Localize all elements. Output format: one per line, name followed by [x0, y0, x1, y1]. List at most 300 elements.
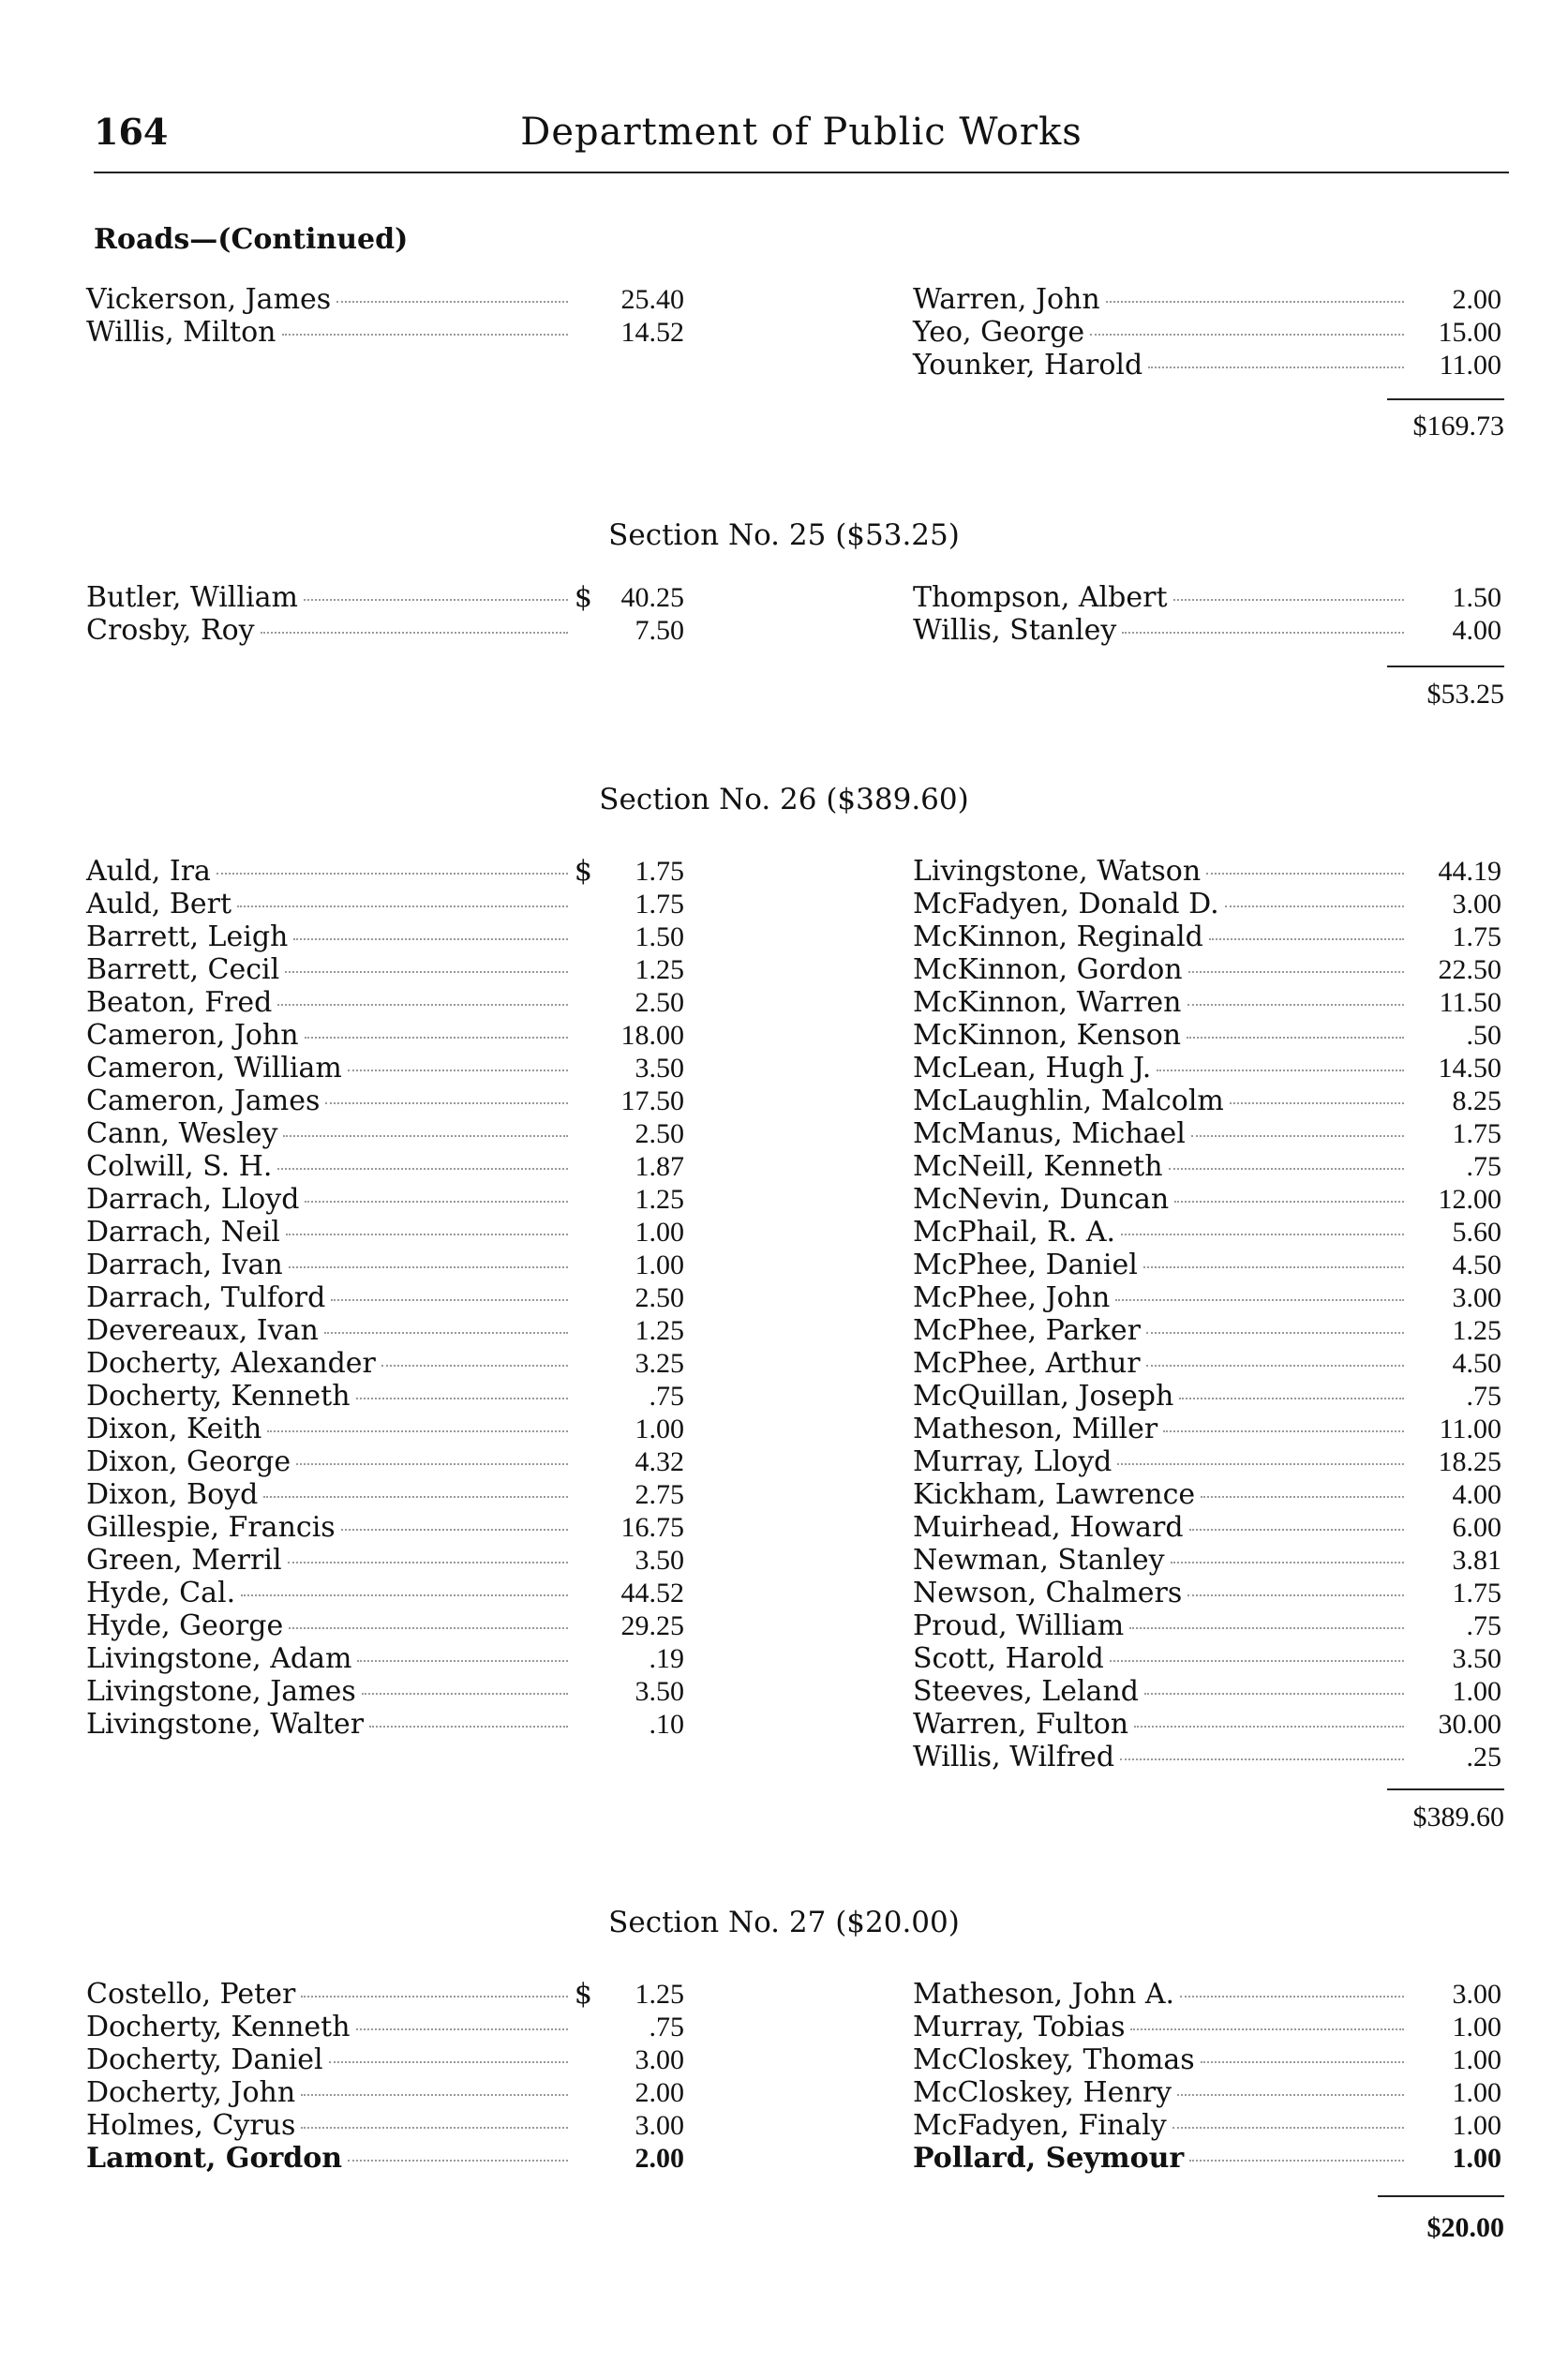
header-rule	[94, 172, 1509, 173]
payment-amount: 11.00	[1439, 1414, 1501, 1444]
payee-name: Willis, Milton	[86, 316, 276, 349]
dot-leader	[263, 1496, 568, 1498]
payment-amount: 3.00	[635, 2044, 684, 2075]
list-item	[913, 888, 1501, 920]
list-item	[86, 953, 684, 986]
list-item	[913, 2011, 1501, 2043]
dot-leader	[1121, 1234, 1404, 1235]
payee-name: Newman, Stanley	[913, 1544, 1165, 1577]
payee-name: Willis, Stanley	[913, 614, 1117, 647]
dot-leader	[1106, 301, 1404, 303]
payee-name: Docherty, Kenneth	[86, 2011, 351, 2043]
payee-name: Newson, Chalmers	[913, 1577, 1183, 1609]
section-26-title: Section No. 26 ($389.60)	[599, 783, 969, 816]
payee-name: Docherty, Daniel	[86, 2043, 323, 2076]
roads-right-list	[913, 283, 1501, 382]
dot-leader	[305, 1201, 568, 1203]
payee-name: Thompson, Albert	[913, 581, 1168, 614]
payment-amount: 18.00	[620, 1020, 684, 1051]
roads-left-list	[86, 283, 684, 349]
payee-name: Proud, William	[913, 1609, 1125, 1642]
payment-amount: 8.25	[1452, 1085, 1501, 1116]
list-item	[913, 2043, 1501, 2076]
payee-name: Darrach, Neil	[86, 1216, 280, 1249]
dot-leader	[1146, 1365, 1404, 1367]
payment-amount: 6.00	[1452, 1512, 1501, 1543]
payee-name: McCloskey, Henry	[913, 2076, 1172, 2109]
payee-name: Livingstone, Adam	[86, 1642, 352, 1675]
payment-amount: 29.25	[620, 1610, 684, 1641]
dot-leader	[305, 1037, 568, 1039]
dot-leader	[1157, 1070, 1404, 1071]
payee-name: Docherty, Alexander	[86, 1347, 376, 1380]
payment-amount: 3.00	[1452, 889, 1501, 920]
list-item	[913, 1978, 1501, 2011]
payment-amount: .75	[649, 1381, 684, 1412]
dot-leader	[301, 2127, 568, 2129]
list-item	[86, 2043, 684, 2076]
payee-name: Warren, John	[913, 283, 1100, 316]
dot-leader	[369, 1726, 568, 1728]
payment-amount: 44.52	[620, 1578, 684, 1608]
payment-amount: 1.25	[635, 954, 684, 985]
dot-leader	[217, 873, 568, 875]
payee-name: McPhee, Daniel	[913, 1249, 1138, 1281]
section-25-right-list	[913, 581, 1501, 647]
list-item	[913, 1281, 1501, 1314]
list-item	[913, 1511, 1501, 1544]
list-item	[86, 1445, 684, 1478]
payment-amount: 1.00	[1452, 2012, 1501, 2042]
payment-amount: 16.75	[620, 1512, 684, 1543]
list-item	[86, 1052, 684, 1085]
list-item	[86, 1609, 684, 1642]
list-item	[86, 1085, 684, 1117]
dot-leader	[241, 1594, 568, 1596]
payment-amount: 7.50	[635, 615, 684, 646]
list-item	[913, 1609, 1501, 1642]
page-number: 164	[94, 111, 169, 153]
payee-name: Warren, Fulton	[913, 1708, 1129, 1741]
payee-name: McLean, Hugh J.	[913, 1052, 1152, 1085]
section-26-total-rule	[1387, 1788, 1504, 1790]
dot-leader	[277, 1004, 568, 1006]
payee-name: Dixon, Boyd	[86, 1478, 259, 1511]
dot-leader	[1174, 1201, 1404, 1203]
list-item	[913, 1314, 1501, 1347]
list-item	[913, 1249, 1501, 1281]
dot-leader	[237, 905, 568, 907]
payee-name: McKinnon, Gordon	[913, 953, 1183, 986]
payment-amount: 3.50	[1452, 1643, 1501, 1674]
payment-amount: 1.00	[1452, 2044, 1501, 2075]
payment-amount: 44.19	[1438, 856, 1501, 887]
dot-leader	[1134, 1726, 1404, 1728]
payment-amount: 2.00	[635, 2077, 684, 2108]
payment-amount: 2.50	[635, 1282, 684, 1313]
dot-leader	[1206, 873, 1404, 875]
list-item	[86, 1511, 684, 1544]
payment-amount: .75	[649, 2012, 684, 2042]
dot-leader	[325, 1102, 568, 1104]
list-item	[86, 1347, 684, 1380]
dot-leader	[1146, 1332, 1404, 1334]
dot-leader	[1201, 2061, 1404, 2063]
payee-name: Vickerson, James	[86, 283, 332, 316]
payment-amount: 40.25	[620, 582, 684, 613]
dot-leader	[381, 1365, 568, 1367]
payee-name: McCloskey, Thomas	[913, 2043, 1195, 2076]
list-item	[86, 581, 684, 614]
list-item	[86, 2076, 684, 2109]
roads-total: $169.73	[1412, 411, 1504, 441]
list-item	[913, 986, 1501, 1019]
payment-amount: 1.75	[635, 889, 684, 920]
payment-amount: .19	[649, 1643, 684, 1674]
dot-leader	[356, 1398, 568, 1399]
payee-name: McKinnon, Warren	[913, 986, 1182, 1019]
list-item	[913, 349, 1501, 382]
payment-amount: .75	[1466, 1151, 1501, 1182]
list-item	[86, 1183, 684, 1216]
list-item	[86, 1675, 684, 1708]
dot-leader	[1110, 1660, 1404, 1662]
list-item	[86, 1019, 684, 1052]
list-item	[913, 1117, 1501, 1150]
payee-name: McPhee, John	[913, 1281, 1111, 1314]
payee-name: McLaughlin, Malcolm	[913, 1085, 1224, 1117]
list-item	[913, 283, 1501, 316]
list-item	[913, 1675, 1501, 1708]
payee-name: Devereaux, Ivan	[86, 1314, 319, 1347]
payment-amount: 3.81	[1452, 1545, 1501, 1576]
dot-leader	[1230, 1102, 1404, 1104]
payee-name: McQuillan, Joseph	[913, 1380, 1174, 1413]
list-item	[913, 2142, 1501, 2175]
dot-leader	[293, 938, 568, 940]
list-item	[86, 888, 684, 920]
dollar-sign: $	[574, 581, 592, 614]
dot-leader	[1169, 1168, 1404, 1170]
list-item	[86, 316, 684, 349]
payee-name: Livingstone, James	[86, 1675, 356, 1708]
dollar-sign: $	[574, 1978, 592, 2011]
dot-leader	[1189, 1529, 1404, 1531]
payment-amount: 2.00	[635, 2143, 684, 2174]
section-27-left-list	[86, 1978, 684, 2175]
payment-amount: 4.00	[1452, 1479, 1501, 1510]
payment-amount: 4.32	[635, 1446, 684, 1477]
payee-name: Beaton, Fred	[86, 986, 273, 1019]
payee-name: McNeill, Kenneth	[913, 1150, 1163, 1183]
list-item	[86, 1577, 684, 1609]
list-item	[86, 1478, 684, 1511]
list-item	[86, 1216, 684, 1249]
payee-name: Darrach, Tulford	[86, 1281, 326, 1314]
roads-total-rule	[1387, 398, 1504, 400]
list-item	[913, 855, 1501, 888]
dot-leader	[1144, 1693, 1404, 1695]
payee-name: Docherty, John	[86, 2076, 296, 2109]
payment-amount: 3.00	[1452, 1979, 1501, 2010]
payee-name: Crosby, Roy	[86, 614, 255, 647]
payment-amount: 1.25	[635, 1184, 684, 1215]
payee-name: Hyde, Cal.	[86, 1577, 236, 1609]
dot-leader	[261, 632, 568, 634]
payment-amount: 3.00	[1452, 1282, 1501, 1313]
payee-name: Murray, Lloyd	[913, 1445, 1113, 1478]
dot-leader	[1209, 938, 1404, 940]
list-item	[86, 1150, 684, 1183]
section-25-title: Section No. 25 ($53.25)	[608, 518, 960, 552]
dot-leader	[289, 1627, 568, 1629]
section-27-total: $20.00	[1426, 2212, 1504, 2243]
payee-name: Dixon, George	[86, 1445, 291, 1478]
dot-leader	[357, 1660, 568, 1662]
payee-name: Kickham, Lawrence	[913, 1478, 1196, 1511]
dot-leader	[348, 2160, 568, 2162]
dot-leader	[356, 2028, 568, 2030]
list-item	[913, 1347, 1501, 1380]
payee-name: Cann, Wesley	[86, 1117, 278, 1150]
payment-amount: .75	[1466, 1610, 1501, 1641]
list-item	[86, 1281, 684, 1314]
list-item	[913, 614, 1501, 647]
payee-name: Barrett, Leigh	[86, 920, 289, 953]
section-27-title: Section No. 27 ($20.00)	[608, 1906, 960, 1939]
payee-name: Cameron, John	[86, 1019, 299, 1052]
list-item	[913, 1577, 1501, 1609]
list-item	[913, 2109, 1501, 2142]
payee-name: Hyde, George	[86, 1609, 284, 1642]
list-item	[913, 1085, 1501, 1117]
dot-leader	[329, 2061, 568, 2063]
dot-leader	[1187, 1594, 1404, 1596]
payee-name: Steeves, Leland	[913, 1675, 1139, 1708]
payee-name: Colwill, S. H.	[86, 1150, 273, 1183]
list-item	[913, 1052, 1501, 1085]
dot-leader	[1122, 632, 1404, 634]
list-item	[86, 2142, 684, 2175]
dot-leader	[1120, 1758, 1404, 1760]
dot-leader	[282, 334, 569, 336]
dot-leader	[1143, 1266, 1404, 1268]
payee-name: McNevin, Duncan	[913, 1183, 1170, 1216]
dot-leader	[301, 2094, 568, 2096]
payee-name: Darrach, Ivan	[86, 1249, 283, 1281]
payee-name: Lamont, Gordon	[86, 2142, 343, 2175]
list-item	[913, 1445, 1501, 1478]
payment-amount: 1.25	[635, 1315, 684, 1346]
dot-leader	[296, 1463, 568, 1465]
dot-leader	[1171, 1562, 1404, 1564]
list-item	[86, 855, 684, 888]
list-item	[913, 1544, 1501, 1577]
list-item	[86, 1380, 684, 1413]
payment-amount: 15.00	[1438, 317, 1501, 348]
list-item	[913, 1741, 1501, 1773]
payee-name: Gillespie, Francis	[86, 1511, 336, 1544]
list-item	[86, 1544, 684, 1577]
list-item	[86, 2011, 684, 2043]
list-item	[913, 920, 1501, 953]
payee-name: McPhee, Arthur	[913, 1347, 1141, 1380]
list-item	[86, 1413, 684, 1445]
list-item	[913, 953, 1501, 986]
section-25-left-list	[86, 581, 684, 647]
payment-amount: 17.50	[620, 1085, 684, 1116]
section-26-right-list	[913, 855, 1501, 1773]
list-item	[86, 1314, 684, 1347]
payment-amount: 5.60	[1452, 1217, 1501, 1248]
payee-name: Matheson, John A.	[913, 1978, 1175, 2011]
payee-name: Barrett, Cecil	[86, 953, 280, 986]
payment-amount: .75	[1466, 1381, 1501, 1412]
payee-name: McKinnon, Kenson	[913, 1019, 1182, 1052]
dot-leader	[301, 1996, 568, 1997]
list-item	[913, 316, 1501, 349]
payee-name: Green, Merril	[86, 1544, 282, 1577]
list-item	[913, 1216, 1501, 1249]
payment-amount: .25	[1466, 1742, 1501, 1773]
dot-leader	[304, 599, 568, 601]
payee-name: Muirhead, Howard	[913, 1511, 1184, 1544]
payment-amount: 1.87	[635, 1151, 684, 1182]
payment-amount: 25.40	[620, 284, 684, 315]
dot-leader	[1225, 905, 1404, 907]
payment-amount: 1.00	[1452, 1676, 1501, 1707]
dot-leader	[341, 1529, 568, 1531]
list-item	[86, 1642, 684, 1675]
payee-name: Livingstone, Walter	[86, 1708, 365, 1741]
payment-amount: 12.00	[1438, 1184, 1501, 1215]
payment-amount: 1.50	[635, 921, 684, 952]
dot-leader	[283, 1135, 568, 1137]
dot-leader	[1187, 1004, 1405, 1006]
payment-amount: 1.75	[1452, 1578, 1501, 1608]
payee-name: Livingstone, Watson	[913, 855, 1202, 888]
section-27-total-rule	[1378, 2195, 1504, 2197]
dot-leader	[286, 1234, 568, 1235]
payment-amount: 1.00	[1452, 2077, 1501, 2108]
dot-leader	[1191, 1135, 1404, 1137]
dot-leader	[277, 1168, 568, 1170]
payee-name: Butler, William	[86, 581, 298, 614]
payment-amount: 3.25	[635, 1348, 684, 1379]
payment-amount: 1.75	[635, 856, 684, 887]
payee-name: Matheson, Miller	[913, 1413, 1158, 1445]
payee-name: McFadyen, Finaly	[913, 2109, 1167, 2142]
dot-leader	[362, 1693, 568, 1695]
dot-leader	[1201, 1496, 1404, 1498]
section-27-right-list	[913, 1978, 1501, 2175]
payment-amount: 11.50	[1439, 987, 1501, 1018]
payment-amount: 1.25	[635, 1979, 684, 2010]
payee-name: McManus, Michael	[913, 1117, 1186, 1150]
payee-name: McFadyen, Donald D.	[913, 888, 1219, 920]
payee-name: McKinnon, Reginald	[913, 920, 1203, 953]
payee-name: Auld, Bert	[86, 888, 232, 920]
list-item	[913, 1642, 1501, 1675]
dot-leader	[1172, 2127, 1404, 2129]
payment-amount: 1.25	[1452, 1315, 1501, 1346]
payee-name: McPhee, Parker	[913, 1314, 1141, 1347]
payment-amount: 14.52	[620, 317, 684, 348]
payee-name: Younker, Harold	[913, 349, 1143, 382]
dot-leader	[1163, 1430, 1404, 1432]
list-item	[86, 283, 684, 316]
payment-amount: 3.50	[635, 1676, 684, 1707]
payee-name: Scott, Harold	[913, 1642, 1104, 1675]
running-title: Department of Public Works	[520, 111, 1083, 154]
section-26-left-list	[86, 855, 684, 1741]
list-item	[913, 1708, 1501, 1741]
list-item	[913, 1478, 1501, 1511]
payee-name: Cameron, William	[86, 1052, 342, 1085]
roads-heading: Roads—(Continued)	[94, 223, 409, 256]
payment-amount: 4.50	[1452, 1249, 1501, 1280]
payee-name: Murray, Tobias	[913, 2011, 1126, 2043]
payment-amount: .10	[649, 1709, 684, 1740]
payment-amount: 1.00	[1452, 2110, 1501, 2141]
payment-amount: 22.50	[1438, 954, 1501, 985]
payee-name: Willis, Wilfred	[913, 1741, 1115, 1773]
list-item	[913, 1380, 1501, 1413]
dot-leader	[331, 1299, 568, 1301]
payee-name: Yeo, George	[913, 316, 1085, 349]
list-item	[913, 581, 1501, 614]
section-25-total-rule	[1387, 666, 1504, 667]
payee-name: Pollard, Seymour	[913, 2142, 1185, 2175]
payment-amount: 1.75	[1452, 1118, 1501, 1149]
payment-amount: 11.00	[1439, 350, 1501, 381]
payment-amount: 1.00	[635, 1217, 684, 1248]
dot-leader	[336, 301, 568, 303]
payee-name: Costello, Peter	[86, 1978, 296, 2011]
dot-leader	[1117, 1463, 1404, 1465]
payment-amount: 3.50	[635, 1053, 684, 1084]
payment-amount: 2.75	[635, 1479, 684, 1510]
payment-amount: 1.00	[635, 1249, 684, 1280]
dot-leader	[1187, 1037, 1404, 1039]
list-item	[86, 1978, 684, 2011]
list-item	[86, 920, 684, 953]
payee-name: Holmes, Cyrus	[86, 2109, 296, 2142]
list-item	[86, 1249, 684, 1281]
payee-name: McPhail, R. A.	[913, 1216, 1116, 1249]
payment-amount: 2.50	[635, 1118, 684, 1149]
payment-amount: 2.50	[635, 987, 684, 1018]
section-26-total: $389.60	[1412, 1802, 1504, 1833]
payee-name: Docherty, Kenneth	[86, 1380, 351, 1413]
dot-leader	[1179, 1398, 1404, 1399]
list-item	[913, 1183, 1501, 1216]
dot-leader	[1090, 334, 1404, 336]
dot-leader	[1130, 2028, 1404, 2030]
payment-amount: 1.00	[635, 1414, 684, 1444]
payment-amount: 3.50	[635, 1545, 684, 1576]
list-item	[86, 614, 684, 647]
dot-leader	[324, 1332, 568, 1334]
list-item	[913, 1150, 1501, 1183]
payment-amount: 4.50	[1452, 1348, 1501, 1379]
dot-leader	[288, 1562, 568, 1564]
payment-amount: .50	[1466, 1020, 1501, 1051]
payment-amount: 2.00	[1452, 284, 1501, 315]
payment-amount: 1.75	[1452, 921, 1501, 952]
dot-leader	[1189, 2160, 1404, 2162]
payee-name: Darrach, Lloyd	[86, 1183, 300, 1216]
